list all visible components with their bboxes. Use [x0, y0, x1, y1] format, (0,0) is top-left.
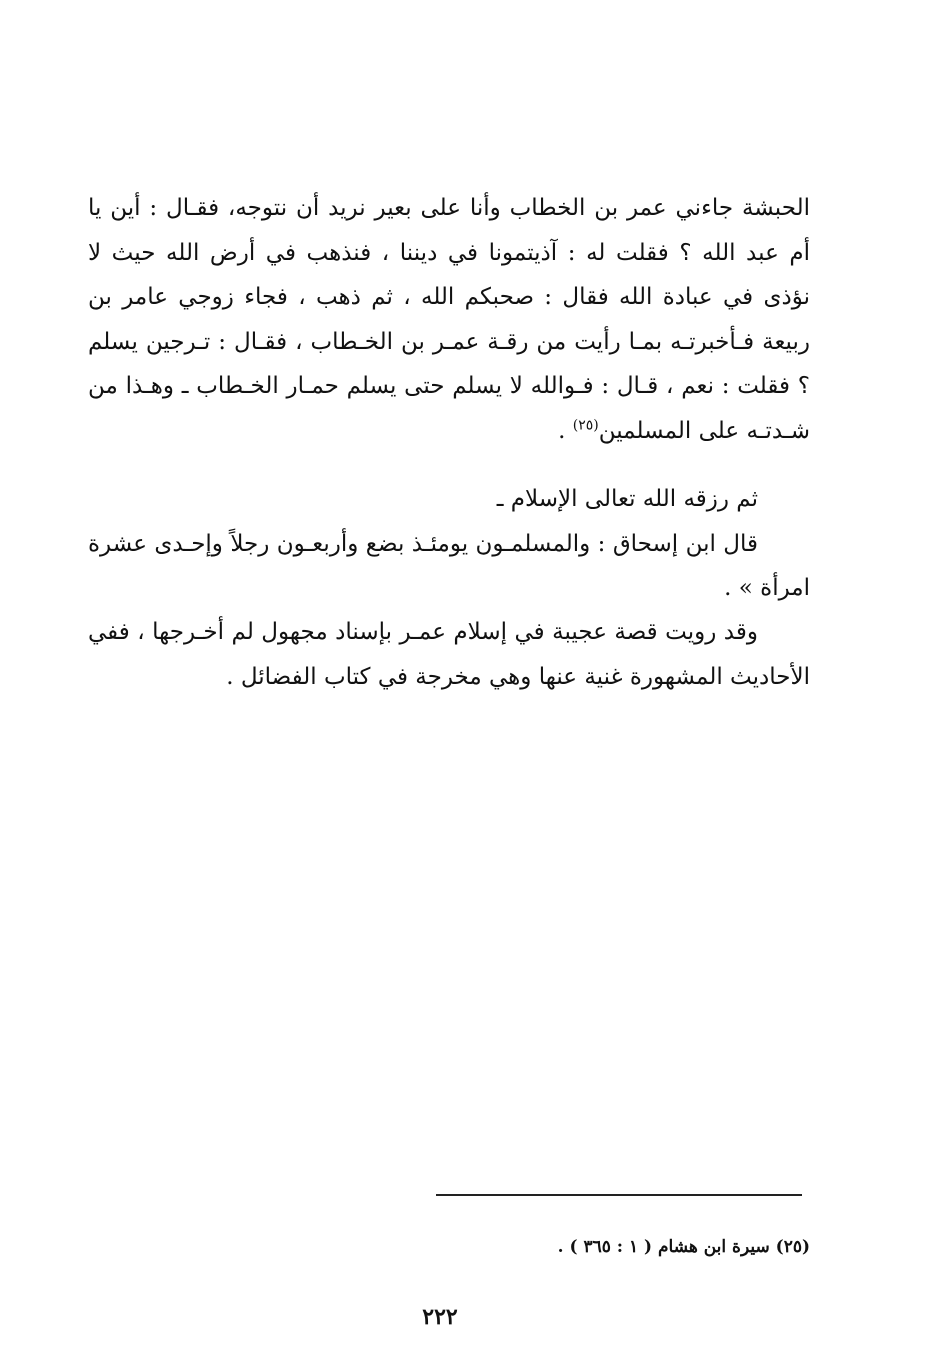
footnote: (٢٥) سيرة ابن هشام ( ١ : ٣٦٥ ) .	[557, 1237, 810, 1257]
page-number: ٢٢٢	[422, 1304, 458, 1330]
body-paragraph: قال ابن إسحاق : والمسلمـون يومئـذ بضع وأربعـون رجلاً وإحـدى عشرة امرأة » .	[88, 530, 810, 601]
second-text-block	[88, 477, 810, 611]
body-paragraph: وقد رويت قصة عجيبة في إسلام عمـر بإسناد مجهول لم أخـرجها ، ففي الأحاديث المشهورة غنية عنها وهي مخرجة في كتاب الفضائل .	[88, 619, 810, 690]
body-paragraph	[88, 186, 810, 453]
third-text-block	[88, 610, 810, 699]
paragraph-text: الحبشة جاءني عمر بن الخطاب وأنا على بعير نريد أن نتوجه، فقـال : أين يا أم عبد الله ؟ فقلت له : آذيتمونا في ديننا ، فنذهب في أرض الله حيث لا نؤذى في عبادة الله فقال : صحبكم الله ، ثم ذهب ، فجاء زوجي عامر بن ربيعة فـأخبرتـه بمـا رأيت من رقـة عمـر بن الخـطاب ، فقـال : تـرجين يسلم ؟ فقلت : نعم ، قـال : فـوالله لا يسلم حتى يسلم حمـار الخـطاب ـ وهـذا من شـدتـه على المسلمين	[88, 195, 810, 444]
footnote-divider	[436, 1194, 802, 1196]
footnote-reference: (٢٥)	[572, 416, 599, 433]
body-paragraph: ثم رزقه الله تعالى الإسلام ـ	[496, 486, 758, 512]
paragraph-end-mark: .	[558, 417, 573, 444]
main-text-block	[88, 186, 810, 453]
